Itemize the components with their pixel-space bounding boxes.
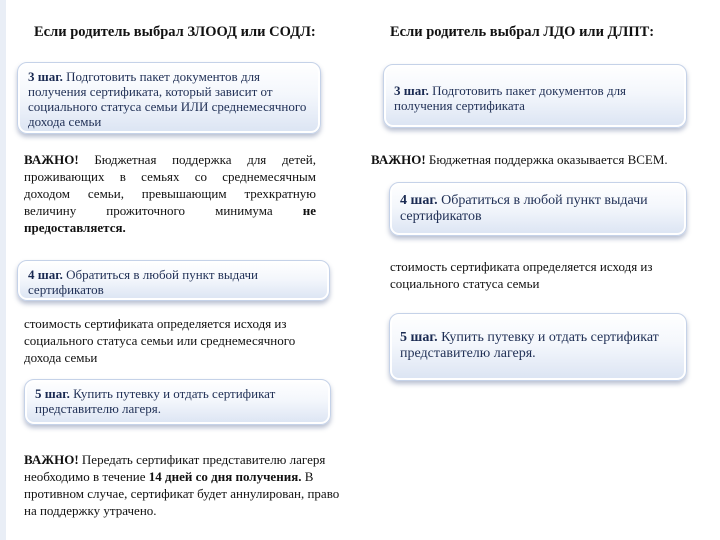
left-important2-text-b: В противном случае, сертификат будет аннулирован, право на поддержку утрачено. xyxy=(24,469,340,518)
left-step4-lead: 4 шаг. xyxy=(28,267,63,282)
right-step3-text: Подготовить пакет документов для получения сертификата xyxy=(394,83,627,113)
left-step4-box xyxy=(17,260,330,301)
left-column-title: Если родитель выбрал ЗЛООД или СОДЛ: xyxy=(34,24,316,40)
left-step3-lead: 3 шаг. xyxy=(28,69,63,84)
left-important2-lead: ВАЖНО! xyxy=(24,452,79,467)
right-step5-lead: 5 шаг. xyxy=(400,330,438,345)
left-important-bold-tail: не предоставляется. xyxy=(24,203,316,235)
left-important2-note xyxy=(24,451,354,519)
left-step3-box xyxy=(17,62,321,134)
right-step5-box xyxy=(389,313,687,381)
right-step4-box xyxy=(389,182,687,236)
decorative-side-bar xyxy=(0,0,6,540)
left-step3-text: Подготовить пакет документов для получения сертификата, который зависит от социального статуса семьи ИЛИ среднемесячного дохода семьи xyxy=(28,69,307,129)
left-important-note xyxy=(24,151,316,236)
left-step5-box xyxy=(24,379,331,425)
right-step3-box xyxy=(383,64,687,128)
right-important-lead: ВАЖНО! xyxy=(371,152,426,167)
left-important-text: Бюджетная поддержка для детей, проживающих в семьях со среднемесячным доходом семьи, превышающим трехкратную величину прожиточного минимума xyxy=(24,152,316,218)
left-step4-text: Обратиться в любой пункт выдачи сертификатов xyxy=(28,267,258,297)
right-step5-text: Купить путевку и отдать сертификат представителю лагеря. xyxy=(400,330,659,361)
right-step3-lead: 3 шаг. xyxy=(394,83,429,98)
right-column-title: Если родитель выбрал ЛДО или ДЛПТ: xyxy=(390,24,655,40)
left-step5-lead: 5 шаг. xyxy=(35,386,70,401)
right-cost-note: стоимость сертификата определяется исходя из социального статуса семьи xyxy=(390,259,653,291)
right-important-text: Бюджетная поддержка оказывается ВСЕМ. xyxy=(425,152,668,167)
left-cost-note: стоимость сертификата определяется исходя из социального статуса семьи или среднемесячного дохода семьи xyxy=(24,316,296,365)
left-important-lead: ВАЖНО! xyxy=(24,152,79,167)
right-important-note xyxy=(371,151,701,168)
right-step4-lead: 4 шаг. xyxy=(400,193,438,208)
left-important2-text-a: Передать сертификат представителю лагеря необходимо в течение xyxy=(24,452,326,484)
left-important2-bold: 14 дней со дня получения. xyxy=(148,469,302,484)
right-step4-text: Обратиться в любой пункт выдачи сертификатов xyxy=(400,193,648,224)
left-step5-text: Купить путевку и отдать сертификат представителю лагеря. xyxy=(35,386,276,416)
